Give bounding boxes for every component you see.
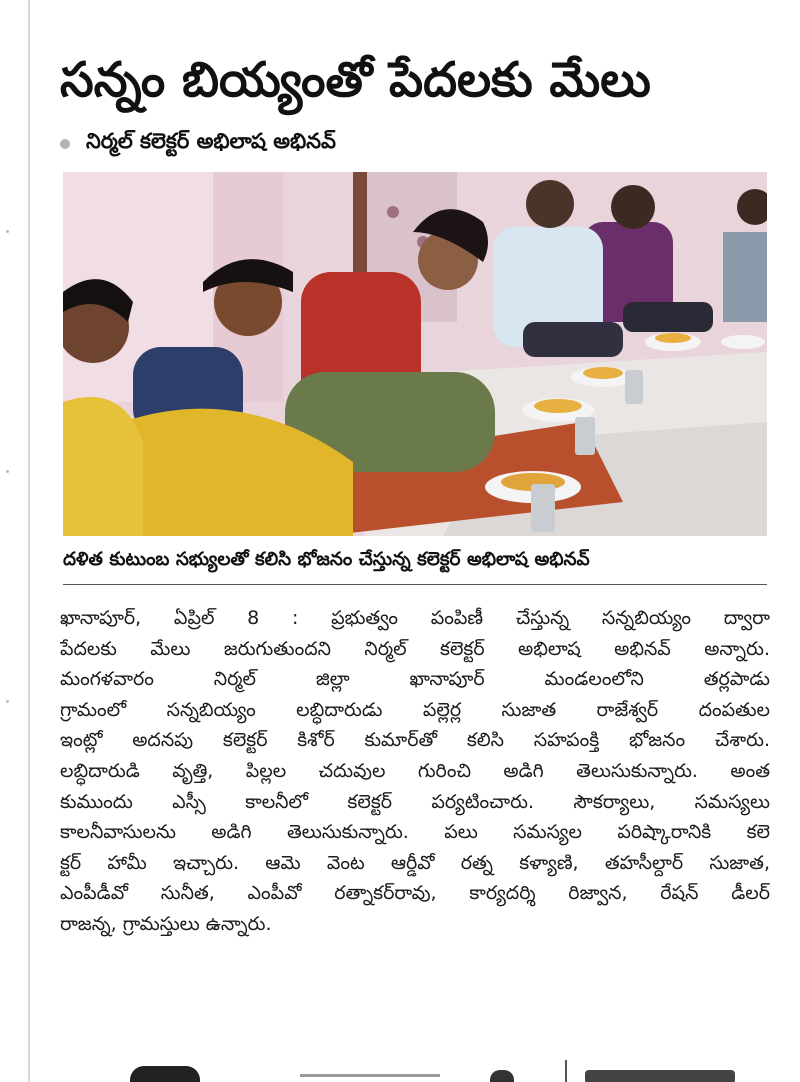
cut-off-heading-glyph bbox=[130, 1066, 200, 1082]
photo-caption: దళిత కుటుంబ సభ్యులతో కలిసి భోజనం చేస్తున్న కలెక్టర్ అభిలాష అభినవ్ bbox=[63, 549, 590, 570]
margin-dot bbox=[6, 470, 9, 473]
news-photo bbox=[63, 172, 767, 536]
body-line: కాలనీవాసులను అడిగి తెలుసుకున్నారు. పలు సమస్యల పరిష్కారానికి కలె bbox=[60, 821, 770, 844]
headline: సన్నం బియ్యంతో పేదలకు మేలు bbox=[60, 52, 651, 108]
next-article-fragment bbox=[60, 1060, 770, 1082]
byline bbox=[60, 124, 336, 164]
column-divider bbox=[565, 1060, 567, 1082]
body-line: మంగళవారం నిర్మల్ జిల్లా ఖానాపూర్ మండలంలోని తర్లపాడు bbox=[60, 668, 770, 691]
body-line: ఇంట్లో అదనపు కలెక్టర్ కిశోర్ కుమార్‌తో కలిసి సహపంక్తి భోజనం చేశారు. bbox=[60, 729, 770, 752]
column-divider bbox=[28, 0, 30, 1082]
margin-dot bbox=[6, 230, 9, 233]
caption-divider bbox=[63, 584, 767, 585]
margin-dot bbox=[6, 700, 9, 703]
article-body bbox=[60, 603, 770, 940]
cut-off-text-fragment bbox=[300, 1074, 440, 1077]
body-line-last: రాజన్న, గ్రామస్తులు ఉన్నారు. bbox=[60, 912, 272, 935]
bullet-icon bbox=[60, 139, 70, 149]
cut-off-heading-glyph bbox=[490, 1070, 514, 1082]
body-line: క్టర్ హామీ ఇచ్చారు. ఆమె వెంట ఆర్డీవో రత్న కళ్యాణి, తహసీల్దార్ సుజాత, bbox=[60, 851, 770, 874]
body-line: లబ్ధిదారుడి వృత్తి, పిల్లల చదువుల గురించి అడిగి తెలుసుకున్నారు. అంత bbox=[60, 759, 770, 782]
body-line: కుముందు ఎస్సీ కాలనీలో కలెక్టర్ పర్యటించారు. సౌకర్యాలు, సమస్యలు bbox=[60, 790, 770, 813]
body-line: పేదలకు మేలు జరుగుతుందని నిర్మల్ కలెక్టర్ అభిలాష అభినవ్ అన్నారు. bbox=[60, 637, 770, 660]
body-line: ఎంపీడీవో సునీత, ఎంపీవో రత్నాకర్‌రావు, కార్యదర్శి రిజ్వాన, రేషన్ డీలర్ bbox=[60, 882, 770, 905]
byline-text: నిర్మల్ కలెక్టర్ అభిలాష అభినవ్ bbox=[86, 129, 336, 153]
body-line: ఖానాపూర్, ఏప్రిల్ 8 : ప్రభుత్వం పంపిణీ చేస్తున్న సన్నబియ్యం ద్వారా bbox=[60, 607, 770, 629]
body-line: గ్రామంలో సన్నబియ్యం లబ్ధిదారుడు పల్లెర్ల సుజాత రాజేశ్వర్ దంపతుల bbox=[60, 698, 770, 721]
cut-off-text-fragment bbox=[585, 1070, 735, 1082]
